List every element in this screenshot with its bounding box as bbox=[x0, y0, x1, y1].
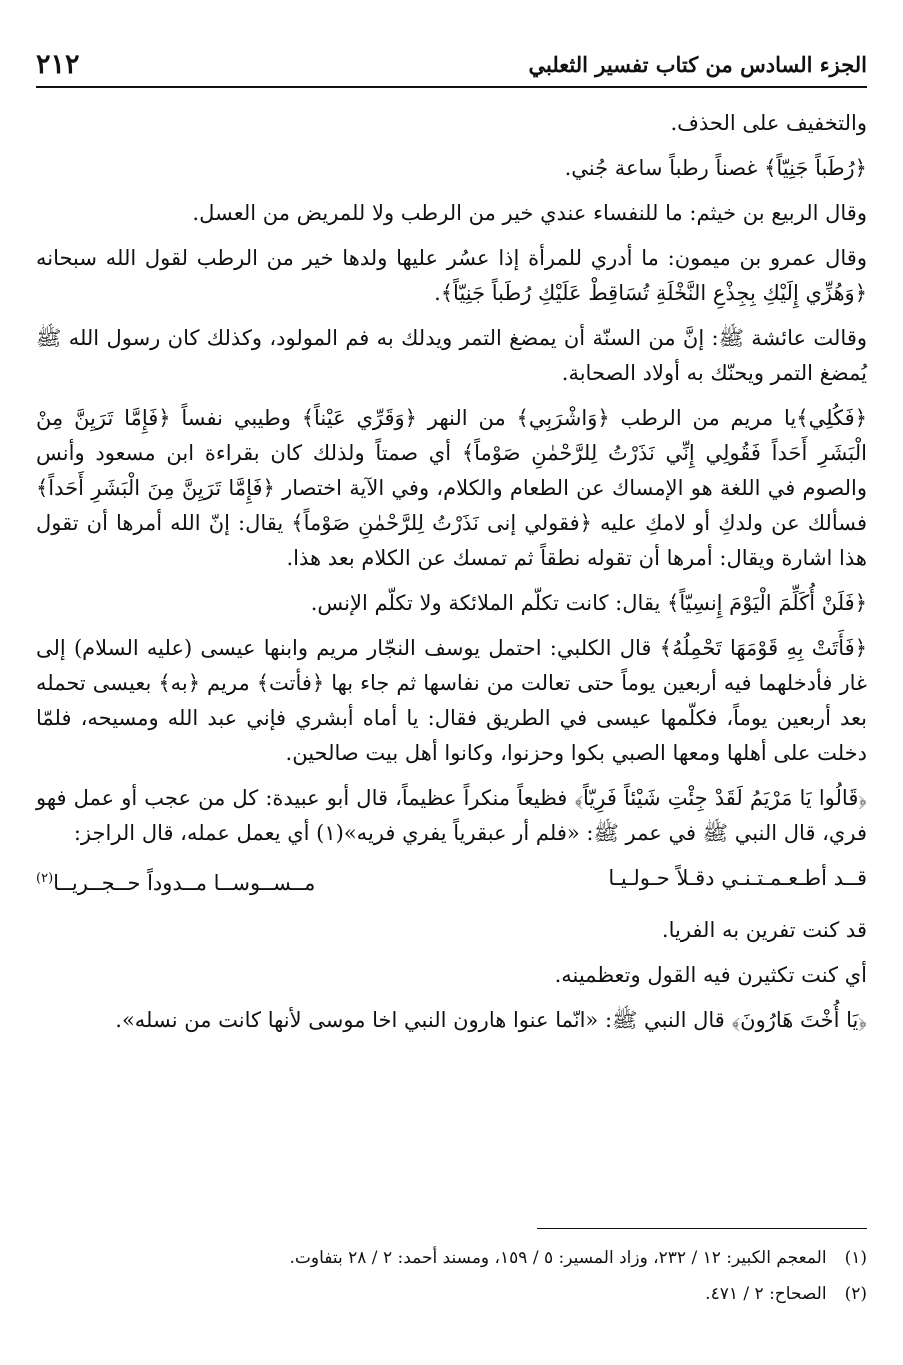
footnotes bbox=[36, 1240, 867, 1312]
paragraph: أي كنت تكثيرن فيه القول وتعظمينه. bbox=[554, 963, 867, 987]
footnote-separator bbox=[537, 1228, 867, 1229]
paragraph: وقالت عائشة ﷺ: إنَّ من السنّة أن يمضغ التمر ويدلك به فم المولود، وكذلك كان رسول الله ﷺ يُمضغ التمر ويحنّك به أولاد الصحابة. bbox=[36, 326, 867, 385]
footnote bbox=[36, 1276, 867, 1312]
paragraph: ﴿يَا أُخْتَ هَارُونَ﴾ قال النبي ﷺ: «انّما عنوا هارون النبي اخا موسى لأنها كانت من نسله». bbox=[115, 1008, 867, 1032]
verse-left-hemistich: مــســوســا مــدوداً حــجــريــا$^{(٢)}$ bbox=[36, 871, 316, 895]
footnote-number: (٢) bbox=[844, 1284, 867, 1304]
paragraph: ﴿قَالُوا يَا مَرْيَمُ لَقَدْ جِئْتِ شَيْئاً فَرِيّاً﴾ فظيعاً منكراً عظيماً، قال أبو عبيدة: كل من عجب أو عمل فهو فري، قال النبي ﷺ في عمر ﷺ: «فلم أر عبقرياً يفري فريه»(١) أي يعمل عمله، قال الراجز: bbox=[36, 786, 867, 845]
paragraph: قد كنت تفرين به الفريا. bbox=[661, 918, 867, 942]
page-header bbox=[36, 42, 867, 88]
running-title: الجزء السادس من كتاب تفسير الثعلبي bbox=[528, 51, 867, 77]
paragraph: وقال عمرو بن ميمون: ما أدري للمرأة إذا عسُر عليها ولدها خير من الرطب لقول الله سبحانه ﴿وَهُزِّي إِلَيْكِ بِجِذْعِ النَّخْلَةِ تُسَاقِطْ عَلَيْكِ رُطَباً جَنِيّاً﴾. bbox=[36, 246, 867, 305]
paragraph: ﴿فَأَتَتْ بِهِ قَوْمَهَا تَحْمِلُهُ﴾ قال الكلبي: احتمل يوسف النجّار مريم وابنها عيسى (عليه السلام) إلى غار فأدخلهما فيه أربعين يوماً حتى تعالت من نفاسها ثم جاء بها ﴿فأتت﴾ مريم ﴿به﴾ بعيسى تحمله بعد أربعين يوماً، فكلّمها عيسى في الطريق فقال: يا أماه أبشري فإني عبد الله ومسيحه، فلمّا دخلت على أهلها ومعها الصبي بكوا وحزنوا، وكانوا أهل بيت صالحين. bbox=[36, 636, 867, 765]
main-text bbox=[36, 106, 867, 1048]
page-number: ٢١٢ bbox=[36, 48, 80, 80]
footnote bbox=[36, 1240, 867, 1276]
poetry-verse bbox=[36, 861, 867, 901]
paragraph: ﴿فَكُلِي﴾يا مريم من الرطب ﴿وَاشْرَبِي﴾ من النهر ﴿وَقَرِّي عَيْناً﴾ وطيبي نفساً ﴿فَإِمَّا تَرَيِنَّ مِنْ الْبَشَرِ أَحَداً فَقُولِي إِنِّي نَذَرْتُ لِلرَّحْمٰنِ صَوْماً﴾ أي صمتاً ولذلك كان بقراءة ابن مسعود وأنس والصوم في اللغة هو الإمساك عن الطعام والكلام، وفي الآية اختصار ﴿فَإِمَّا تَرَيِنَّ مِنَ الْبَشَرِ أَحَداً﴾ فسألك عن ولدكِ أو لامكِ عليه ﴿فقولي إنى نَذَرْتُ لِلرَّحْمٰنِ صَوْماً﴾ يقال: إنّ الله أمرها أن تقول هذا اشارة ويقال: أمرها أن تقوله نطقاً ثم تمسك عن الكلام بعد هذا. bbox=[36, 406, 867, 570]
verse-right-hemistich: قــد أطـعـمـتـنـي دقـلاً حـولـيـا bbox=[608, 866, 867, 890]
footnote-reference: (٢) bbox=[36, 871, 54, 886]
paragraph: ﴿فَلَنْ أُكَلِّمَ الْيَوْمَ إِنسِيّاً﴾ يقال: كانت تكلّم الملائكة ولا تكلّم الإنس. bbox=[310, 591, 867, 615]
footnote-text: الصحاح: ٢ / ٤٧١. bbox=[705, 1284, 827, 1304]
footnote-text: المعجم الكبير: ١٢ / ٢٣٢، وزاد المسير: ٥ / ١٥٩، ومسند أحمد: ٢ / ٢٨ بتفاوت. bbox=[289, 1248, 827, 1268]
footnote-number: (١) bbox=[844, 1248, 867, 1268]
paragraph: والتخفيف على الحذف. bbox=[670, 111, 867, 135]
paragraph: ﴿رُطَباً جَنِيّاً﴾ غصناً رطباً ساعة جُني. bbox=[564, 156, 867, 180]
paragraph: وقال الربيع بن خيثم: ما للنفساء عندي خير من الرطب ولا للمريض من العسل. bbox=[192, 201, 867, 225]
